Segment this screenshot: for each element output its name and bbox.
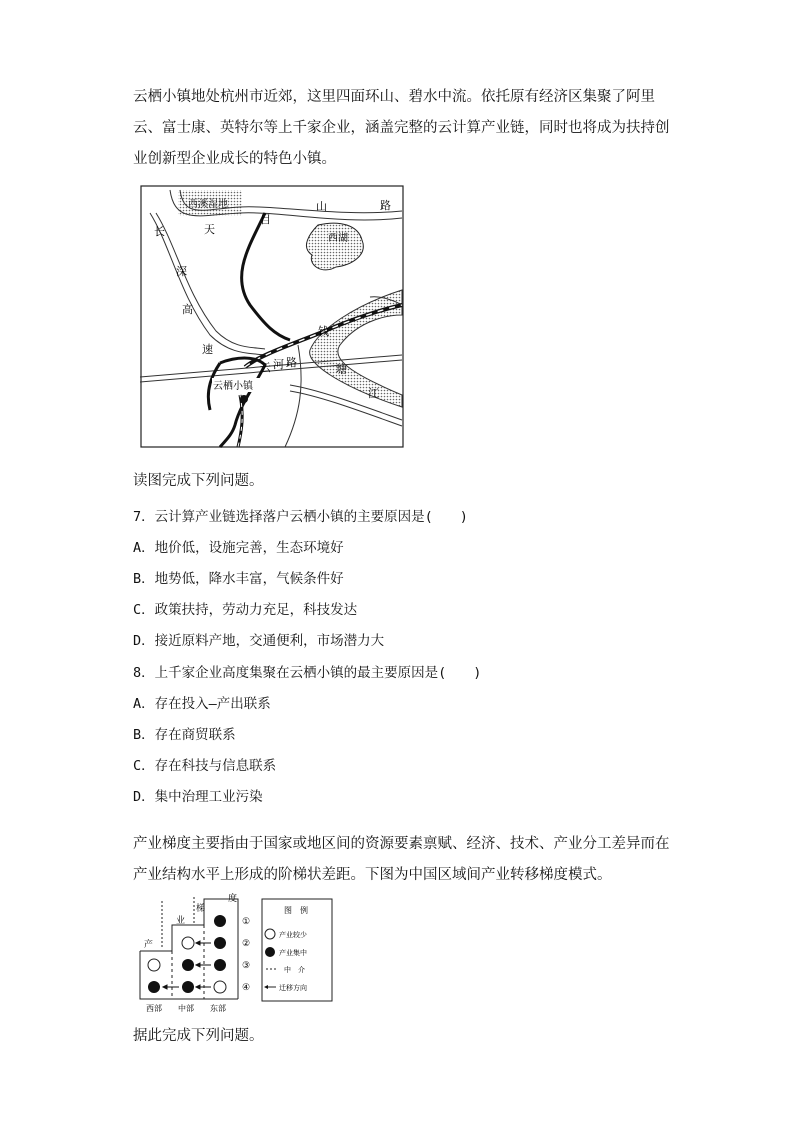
region-central: 中部 (178, 1004, 194, 1013)
industry-gradient-diagram (138, 893, 338, 1019)
intro-paragraph-1: 云栖小镇地处杭州市近郊，这里四面环山、碧水中流。依托原有经济区集聚了阿里云、富士康、英特尔等上千家企业，涵盖完整的云计算产业链，同时也将成为扶持创业创新型企业成长的特色小镇。 (133, 89, 670, 167)
level-1: ① (242, 917, 251, 927)
region-west: 西部 (146, 1004, 162, 1013)
yunqi-map (140, 185, 406, 449)
label-shen: 深 (176, 265, 187, 278)
q8-option-a: A．存在投入—产出联系 (133, 696, 271, 712)
q8-option-c: C．存在科技与信息联系 (133, 758, 277, 774)
legend-direction: 迁移方向 (279, 984, 307, 992)
label-su: 速 (202, 343, 213, 356)
legend-medium: 中 介 (284, 966, 305, 974)
label-tian: 天 (204, 223, 215, 236)
label-yun: 云 (260, 361, 271, 374)
level-2: ② (242, 939, 251, 949)
label-chang: 长 (154, 225, 165, 238)
q8-option-b: B．存在商贸联系 (133, 727, 236, 743)
circle-concentrated (148, 981, 160, 993)
q8-option-d: D．集中治理工业污染 (133, 789, 263, 805)
question-7: 7．云计算产业链选择落户云栖小镇的主要原因是( ) (133, 509, 468, 525)
label-lu: 路 (380, 199, 391, 212)
legend-concentrated: 产业集中 (279, 949, 307, 957)
q7-option-d: D．接近原料产地，交通便利，市场潜力大 (133, 633, 385, 649)
label-he: 河 (273, 358, 284, 371)
char-ye: 业 (176, 916, 186, 926)
circle-concentrated (214, 937, 226, 949)
label-tang: 塘 (336, 363, 347, 376)
char-du: 度 (228, 894, 238, 904)
label-jiang: 江 (368, 387, 379, 400)
label-mu: 目 (260, 213, 271, 226)
label-shan: 山 (316, 200, 327, 213)
level-4: ④ (242, 983, 251, 993)
question-8: 8．上千家企业高度集聚在云栖小镇的最主要原因是( ) (133, 665, 482, 681)
legend-concentrated-icon (265, 947, 275, 957)
label-qian: 钱 (318, 325, 329, 338)
circle-few (182, 937, 194, 949)
circle-concentrated (182, 981, 194, 993)
label-yunqi: 云栖小镇 (213, 381, 253, 392)
label-xixi: 西溪湿地 (188, 199, 228, 210)
q7-option-c: C．政策扶持，劳动力充足，科技发达 (133, 602, 358, 618)
legend-few: 产业较少 (279, 931, 307, 939)
read-prompt: 读图完成下列问题。 (133, 473, 264, 489)
q7-option-a: A．地价低，设施完善，生态环境好 (133, 540, 344, 556)
intro-paragraph-2: 产业梯度主要指由于国家或地区间的资源要素禀赋、经济、技术、产业分工差异而在产业结构水平上形成的阶梯状差距。下图为中国区域间产业转移梯度模式。 (133, 836, 670, 883)
circle-few (148, 959, 160, 971)
circle-concentrated (182, 959, 194, 971)
q7-option-b: B．地势低，降水丰富，气候条件好 (133, 571, 344, 587)
label-xihu: 西湖 (328, 233, 348, 244)
label-road: 路 (286, 356, 297, 369)
char-chan: 产 (144, 940, 154, 950)
circle-concentrated (214, 959, 226, 971)
circle-few (214, 981, 226, 993)
circle-concentrated (214, 915, 226, 927)
legend-few-icon (265, 929, 275, 939)
yunqi-town-dot (240, 395, 248, 403)
read-prompt-2: 据此完成下列问题。 (133, 1028, 264, 1044)
label-gao: 高 (182, 303, 193, 316)
level-3: ③ (242, 961, 251, 971)
char-ti: 梯 (196, 904, 206, 914)
legend-title: 图 例 (284, 906, 308, 915)
region-east: 东部 (210, 1004, 226, 1013)
